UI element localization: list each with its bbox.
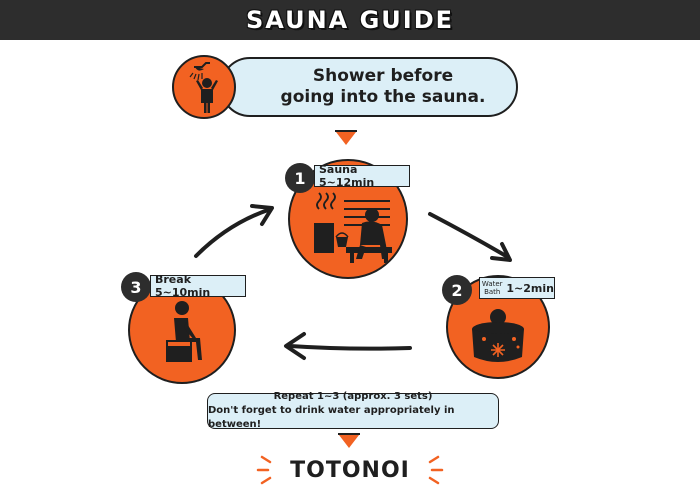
step-1-badge: 1: [285, 163, 315, 193]
shower-instruction-line-2: going into the sauna.: [280, 87, 486, 107]
step-3-badge: 3: [121, 272, 151, 302]
repeat-line-2: Don't forget to drink water appropriately in between!: [208, 405, 455, 430]
page-title: SAUNA GUIDE: [245, 6, 455, 34]
step-2-text: 1~2min: [506, 281, 554, 295]
step-1-text: Sauna 5~12min: [319, 163, 375, 189]
step-3-text: Break 5~10min: [155, 273, 211, 299]
shower-instruction-line-1: Shower before: [312, 66, 454, 86]
repeat-line-1: Repeat 1~3 (approx. 3 sets): [273, 391, 433, 402]
step-2-small-text-2: Bath: [484, 288, 501, 296]
totonoi-label: TOTONOI: [290, 457, 410, 483]
step-2-small-text-1: Water: [481, 280, 503, 288]
step-2-badge: 2: [442, 275, 472, 305]
